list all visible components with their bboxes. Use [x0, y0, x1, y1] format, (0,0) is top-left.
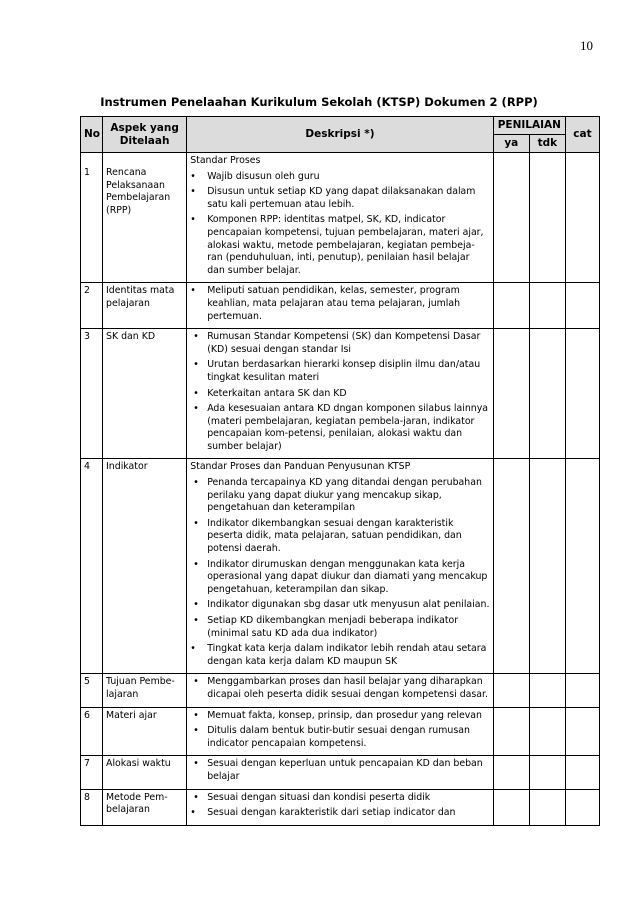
- list-item: • Sesuai dengan keperluan untuk pencapaian KD dan beban belajar: [190, 758, 490, 783]
- table-body: [81, 153, 600, 826]
- cell-ya[interactable]: [493, 459, 529, 674]
- row-deskripsi: [187, 707, 494, 756]
- deskripsi-intro: Standar Proses: [190, 155, 261, 166]
- cell-tdk[interactable]: [529, 459, 565, 674]
- deskripsi-list-extra: [190, 807, 490, 820]
- row-aspek: Indikator: [103, 459, 187, 674]
- header-no: No: [81, 117, 103, 153]
- table-row: [81, 707, 600, 756]
- header-deskripsi: Deskripsi *): [187, 117, 494, 153]
- cell-ya[interactable]: [493, 707, 529, 756]
- cell-tdk[interactable]: [529, 329, 565, 459]
- deskripsi-list: [190, 477, 490, 640]
- list-item: • Penanda tercapainya KD yang ditandai dengan perubahan perilaku yang dapat diukur yang mencakup sikap, pengetahuan dan keterampilan: [190, 477, 490, 515]
- list-item: • Tingkat kata kerja dalam indikator lebih rendah atau setara dengan kata kerja dalam KD maupun SK: [190, 643, 490, 668]
- cell-cat[interactable]: [565, 329, 599, 459]
- row-deskripsi: [187, 153, 494, 283]
- row-number: 1: [81, 153, 103, 283]
- table-row: [81, 283, 600, 329]
- cell-cat[interactable]: [565, 674, 599, 707]
- deskripsi-list: [190, 710, 490, 751]
- list-item: • Indikator dikembangkan sesuai dengan karakteristik peserta didik, mata pelajaran, satuan pendidikan, dan potensi daerah.: [190, 518, 490, 556]
- list-item: • Indikator dirumuskan dengan menggunakan kata kerja operasional yang dapat diukur dan diamati yang mencakup pengetahuan, keterampilan dan sikap.: [190, 559, 490, 597]
- page-number: 10: [580, 38, 593, 53]
- row-number: 6: [81, 707, 103, 756]
- list-item: • Komponen RPP: identitas matpel, SK, KD, indicator pencapaian kompetensi, tujuan pembelajaran, materi ajar, alokasi waktu, metode pembelajaran, kegiatan pembeja-ran (penduhuluan, inti, penutup), penilaian hasil belajar dan sumber belajar.: [190, 214, 490, 277]
- header-penilaian: PENILAIAN: [493, 117, 565, 135]
- cell-tdk[interactable]: [529, 707, 565, 756]
- cell-ya[interactable]: [493, 329, 529, 459]
- deskripsi-list: [190, 171, 490, 278]
- deskripsi-list: [190, 758, 490, 783]
- cell-cat[interactable]: [565, 283, 599, 329]
- cell-tdk[interactable]: [529, 153, 565, 283]
- table-row: [81, 329, 600, 459]
- list-item: • Sesuai dengan karakteristik dari setiap indicator dan: [190, 807, 490, 820]
- document-title: Instrumen Penelaahan Kurikulum Sekolah (KTSP) Dokumen 2 (RPP): [100, 95, 538, 109]
- row-number: 2: [81, 283, 103, 329]
- row-aspek: Metode Pem-belajaran: [103, 789, 187, 825]
- deskripsi-list: [190, 285, 490, 323]
- list-item: • Wajib disusun oleh guru: [190, 171, 490, 184]
- row-aspek: Alokasi waktu: [103, 756, 187, 789]
- row-deskripsi: [187, 459, 494, 674]
- row-number: 5: [81, 674, 103, 707]
- header-tdk: tdk: [529, 135, 565, 153]
- list-item: • Rumusan Standar Kompetensi (SK) dan Kompetensi Dasar (KD) sesuai dengan standar Isi: [190, 331, 490, 356]
- row-aspek: Rencana Pelaksanaan Pembelajaran (RPP): [103, 153, 187, 283]
- row-deskripsi: [187, 329, 494, 459]
- list-item: • Memuat fakta, konsep, prinsip, dan prosedur yang relevan: [190, 710, 490, 723]
- table-row: [81, 153, 600, 283]
- list-item: • Ada kesesuaian antara KD dngan komponen silabus lainnya (materi pembelajaran, kegiatan pembela-jaran, indikator pencapaian kom-petensi, penilaian, alokasi waktu dan sumber belajar): [190, 403, 490, 453]
- cell-tdk[interactable]: [529, 674, 565, 707]
- deskripsi-list: [190, 676, 490, 701]
- cell-tdk[interactable]: [529, 756, 565, 789]
- cell-ya[interactable]: [493, 153, 529, 283]
- cell-ya[interactable]: [493, 283, 529, 329]
- row-aspek: Identitas mata pelajaran: [103, 283, 187, 329]
- deskripsi-intro: Standar Proses dan Panduan Penyusunan KTSP: [190, 461, 411, 473]
- cell-cat[interactable]: [565, 459, 599, 674]
- row-aspek: Tujuan Pembe-lajaran: [103, 674, 187, 707]
- cell-cat[interactable]: [565, 153, 599, 283]
- deskripsi-list: [190, 331, 490, 453]
- row-deskripsi: [187, 674, 494, 707]
- cell-tdk[interactable]: [529, 789, 565, 825]
- list-item: • Setiap KD dikembangkan menjadi beberapa indikator (minimal satu KD ada dua indikator): [190, 615, 490, 640]
- row-number: 4: [81, 459, 103, 674]
- row-deskripsi: [187, 283, 494, 329]
- row-aspek: Materi ajar: [103, 707, 187, 756]
- cell-tdk[interactable]: [529, 283, 565, 329]
- cell-ya[interactable]: [493, 789, 529, 825]
- table-row: [81, 674, 600, 707]
- table-row: [81, 756, 600, 789]
- cell-cat[interactable]: [565, 756, 599, 789]
- list-item: • Keterkaitan antara SK dan KD: [190, 388, 490, 401]
- list-item: • Indikator digunakan sbg dasar utk menyusun alat penilaian.: [190, 599, 490, 612]
- list-item: • Disusun untuk setiap KD yang dapat dilaksanakan dalam satu kali pertemuan atau lebih.: [190, 186, 490, 211]
- header-cat: cat: [565, 117, 599, 153]
- cell-ya[interactable]: [493, 674, 529, 707]
- list-item: • Ditulis dalam bentuk butir-butir sesuai dengan rumusan indicator pencapaian kompetensi.: [190, 725, 490, 750]
- list-item: • Urutan berdasarkan hierarki konsep disiplin ilmu dan/atau tingkat kesulitan materi: [190, 359, 490, 384]
- cell-cat[interactable]: [565, 789, 599, 825]
- deskripsi-list: [190, 792, 490, 805]
- rpp-review-table: [80, 116, 600, 826]
- list-item: • Menggambarkan proses dan hasil belajar yang diharapkan dicapai oleh peserta didik sesuai dengan kompetensi dasar.: [190, 676, 490, 701]
- header-ya: ya: [493, 135, 529, 153]
- list-item: • Meliputi satuan pendidikan, kelas, semester, program keahlian, mata pelajaran atau tema pelajaran, jumlah pertemuan.: [190, 285, 490, 323]
- row-number: 8: [81, 789, 103, 825]
- list-item: • Sesuai dengan situasi dan kondisi peserta didik: [190, 792, 490, 805]
- row-aspek: SK dan KD: [103, 329, 187, 459]
- table-row: [81, 789, 600, 825]
- deskripsi-list-extra: [190, 643, 490, 668]
- cell-cat[interactable]: [565, 707, 599, 756]
- row-deskripsi: [187, 756, 494, 789]
- table-row: [81, 459, 600, 674]
- cell-ya[interactable]: [493, 756, 529, 789]
- header-aspek: Aspek yang Ditelaah: [103, 117, 187, 153]
- row-number: 7: [81, 756, 103, 789]
- row-deskripsi: [187, 789, 494, 825]
- row-number: 3: [81, 329, 103, 459]
